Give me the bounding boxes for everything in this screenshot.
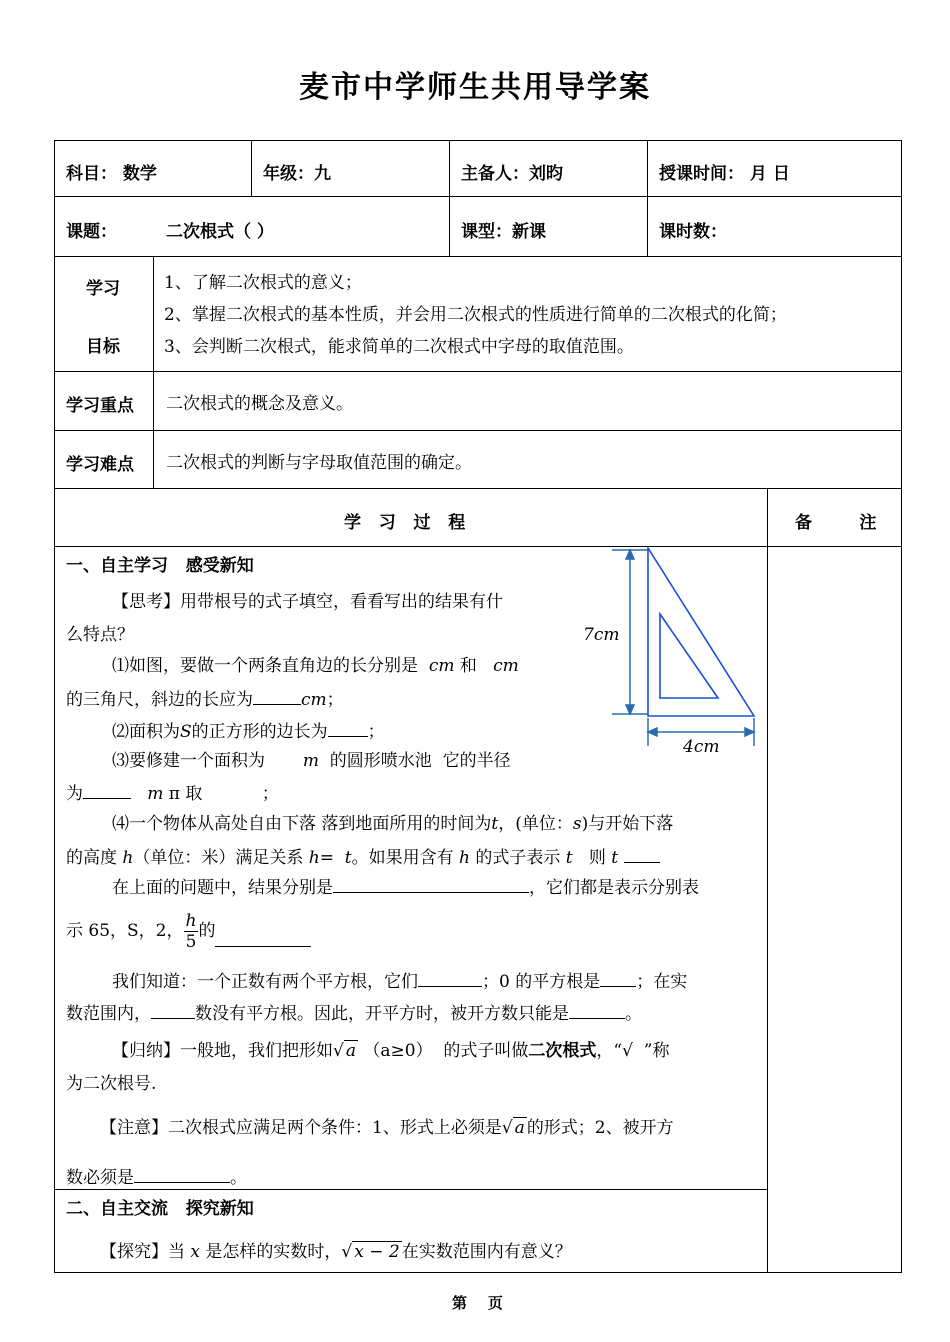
note-line-1: 【注意】二次根式应满足两个条件：1、形式上必须是√ a 的形式；2、被开方: [100, 1118, 674, 1138]
inner-triangle: [660, 614, 718, 698]
radical-sign: √: [622, 1041, 644, 1061]
sqrt-a: √ a: [501, 1118, 525, 1138]
sqrt-a: √ a: [333, 1041, 356, 1061]
goal-item: 2、掌握二次根式的基本性质，并会用二次根式的性质进行简单的二次根式的化简；: [164, 305, 787, 325]
outer-triangle: [648, 548, 754, 716]
preparer-cell: 主备人：刘昀: [461, 164, 563, 184]
think-line-1: 【思考】用带根号的式子填空，看看写出的结果有什: [112, 592, 503, 612]
page-footer: 第 页: [452, 1294, 503, 1312]
question-1-line-2: 的三角尺，斜边的长应为 cm；: [66, 690, 344, 710]
results-line-2: 示 65，S，2， $\frac{h}{5}$ 的: [66, 906, 311, 956]
difficulty-label: 学习难点: [66, 455, 134, 475]
goal-item: 3、会判断二次根式，能求简单的二次根式中字母的取值范围。: [164, 337, 634, 357]
lesson-hours-cell: 课时数：: [659, 222, 727, 242]
goals-label-2: 目标: [86, 337, 120, 357]
goal-item: 1、了解二次根式的意义；: [164, 273, 362, 293]
know-line-2: 数范围内， 数没有平方根。因此，开平方时，被开方数只能是 。: [66, 1004, 642, 1024]
notes-header: 备 注: [795, 513, 877, 533]
section1-heading: 一、自主学习 感受新知: [66, 556, 254, 576]
lesson-type-cell: 课型：新课: [461, 222, 546, 242]
grade-cell: 年级：九: [263, 164, 331, 184]
topic-label: 课题：: [66, 222, 117, 242]
fraction-h-over-5: $\frac{h}{5}$: [185, 910, 197, 952]
arrow-left: [648, 728, 657, 736]
arrow-up: [626, 550, 634, 559]
goals-label-1: 学习: [86, 279, 120, 299]
section2-heading: 二、自主交流 探究新知: [66, 1199, 254, 1219]
think-line-2: 么特点？: [66, 625, 134, 645]
summary-line-1: 【归纳】一般地，我们把形如√ a （a≥0） 的式子叫做二次根式，“√ ”称: [112, 1041, 670, 1061]
key-point-text: 二次根式的概念及意义。: [166, 394, 353, 414]
arrow-right: [745, 728, 754, 736]
topic-value: 二次根式（ ）: [166, 222, 274, 242]
results-line-1: 在上面的问题中，结果分别是 ，它们都是表示分别表: [112, 878, 699, 898]
summary-line-2: 为二次根号.: [66, 1074, 157, 1094]
subject-cell: 科目： 数学: [66, 164, 157, 184]
question-3-line-2: 为 m π 取 ；: [66, 784, 279, 804]
note-line-2: 数必须是 。: [66, 1168, 247, 1188]
figure-width-label: 4cm: [683, 737, 720, 757]
question-4-line-2: 的高度 h（单位：米）满足关系 h= t。如果用含有 h 的式子表示 t 则 t: [66, 846, 660, 868]
question-3-line-1: ⑶要修建一个面积为 m 的圆形喷水池 它的半径: [112, 751, 511, 771]
document-title: 麦市中学师生共用导学案: [299, 70, 651, 105]
arrow-down: [626, 705, 634, 714]
process-header: 学 习 过 程: [344, 513, 466, 533]
question-2: ⑵面积为S的正方形的边长为 ；: [112, 722, 385, 742]
question-4-line-1: ⑷一个物体从高处自由下落 落到地面所用的时间为t，(单位：s)与开始下落: [112, 814, 674, 834]
key-point-label: 学习重点: [66, 396, 134, 416]
explore-line: 【探究】当 x 是怎样的实数时，√ x − 2 在实数范围内有意义？: [100, 1242, 572, 1262]
know-line-1: 我们知道：一个正数有两个平方根，它们 ；0 的平方根是 ；在实: [112, 972, 688, 992]
figure-height-label: 7cm: [583, 625, 620, 645]
class-time-cell: 授课时间： 月 日: [659, 164, 790, 184]
question-1-line-1: ⑴如图，要做一个两条直角边的长分别是 cm 和 cm: [112, 656, 519, 676]
difficulty-text: 二次根式的判断与字母取值范围的确定。: [166, 453, 472, 473]
triangle-ruler-figure: [572, 546, 762, 756]
sqrt-x-minus-2: √ x − 2: [341, 1242, 400, 1262]
